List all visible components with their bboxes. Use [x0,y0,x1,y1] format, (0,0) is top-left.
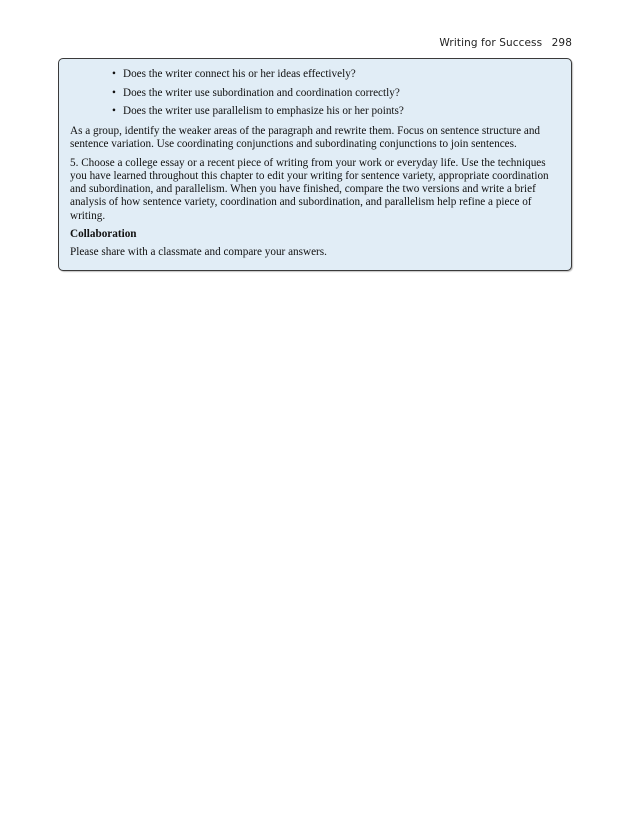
list-item [112,68,560,81]
list-item [112,87,560,100]
list-item [112,105,560,118]
bullet-icon: • [112,105,116,117]
collaboration-heading: Collaboration [70,228,137,241]
header-title: Writing for Success [439,37,543,49]
group-instructions-paragraph: As a group, identify the weaker areas of the paragraph and rewrite them. Focus on sentence structure and sentence variation. Use coordinating conjunctions and subordinating conjunctions to join sentences. [70,125,541,151]
collaboration-paragraph: Please share with a classmate and compare your answers. [70,246,327,259]
page-number: 298 [551,37,572,49]
list-item-text: Does the writer connect his or her ideas effectively? [123,68,356,80]
exercise-callout-box [58,58,572,271]
bullet-icon: • [112,86,116,99]
question-list [70,68,560,118]
list-item-text: Does the writer use parallelism to emphasize his or her points? [123,105,404,117]
exercise-5-paragraph: 5. Choose a college essay or a recent piece of writing from your work or everyday life. Use the techniques you have learned throughout this chapter to edit your writing for sentence variety, appropriate coordination and subordination, and parallelism. When you have finished, compare the two versions and write a brief analysis of how sentence variety, coordination and subordination, and parallelism help refine a piece of writing. [70,156,549,222]
list-item-text: Does the writer use subordination and coordination correctly? [123,86,400,99]
bullet-icon: • [112,68,116,80]
running-header [439,37,572,49]
